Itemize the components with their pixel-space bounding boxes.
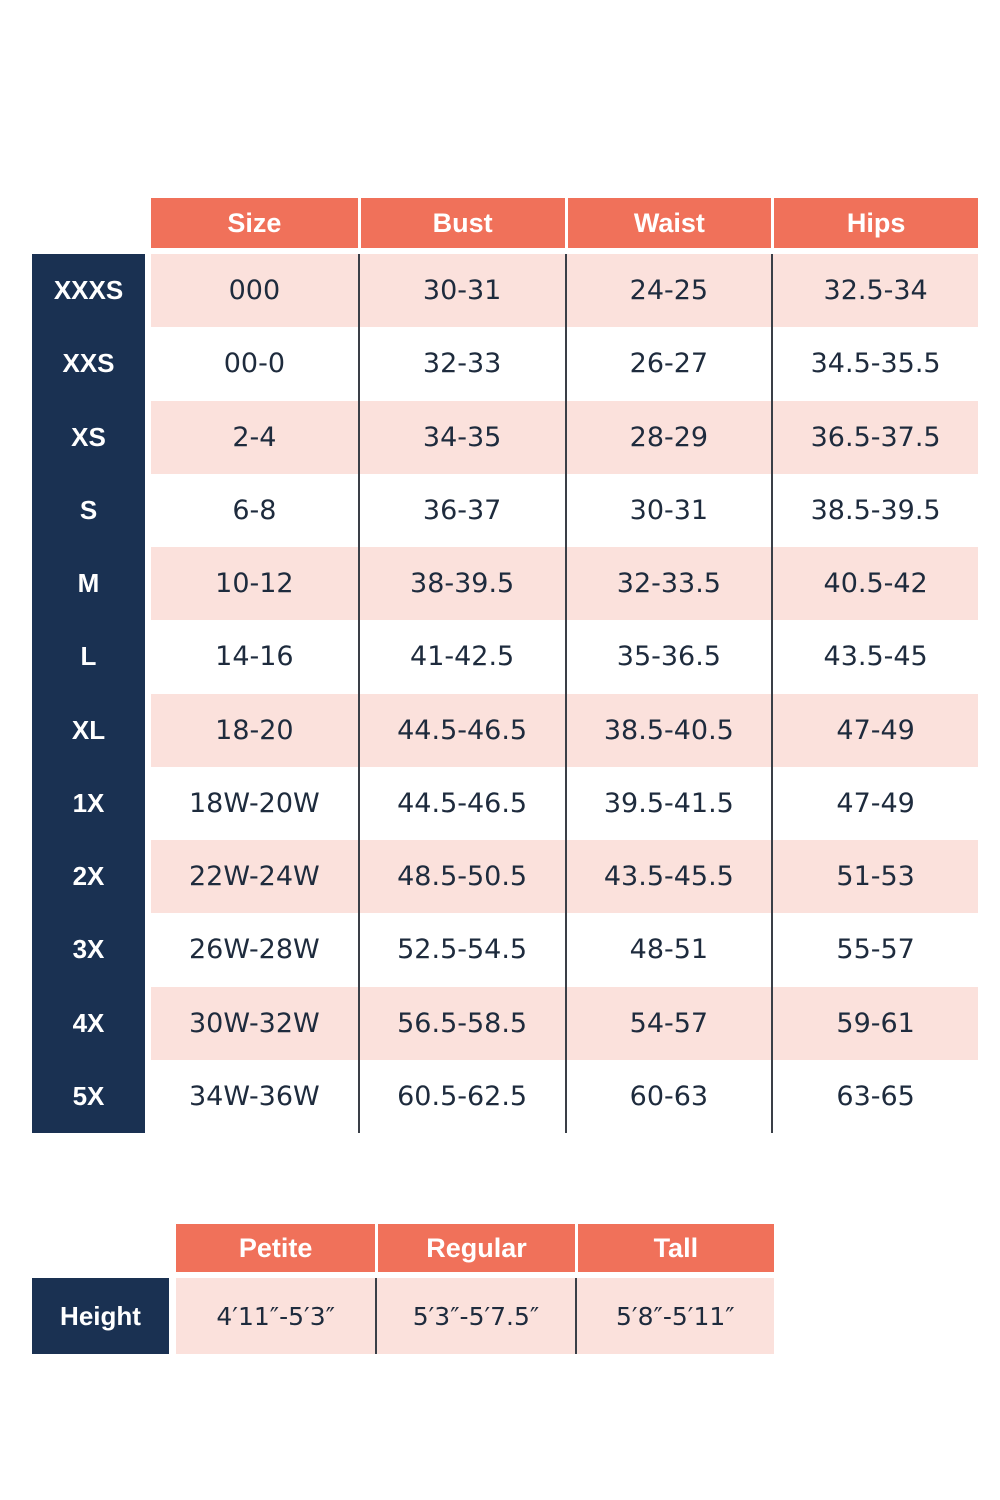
column-header-regular: Regular bbox=[375, 1224, 574, 1272]
column-header-tall: Tall bbox=[575, 1224, 774, 1272]
row-label-xl: XL bbox=[71, 714, 106, 745]
row-label-xxxs: XXXS bbox=[53, 275, 124, 306]
column-header-hips: Hips bbox=[771, 198, 978, 248]
waist-cell: 39.5-41.5 bbox=[565, 767, 772, 840]
bust-cell: 44.5-46.5 bbox=[358, 694, 565, 767]
table-row bbox=[151, 547, 978, 620]
hips-cell: 63-65 bbox=[771, 1060, 978, 1133]
waist-cell: 54-57 bbox=[565, 987, 772, 1060]
row-label-xxs: XXS bbox=[62, 348, 115, 379]
hips-cell: 34.5-35.5 bbox=[771, 327, 978, 400]
regular-height-cell: 5′3″-5′7.5″ bbox=[375, 1278, 574, 1354]
tall-height-cell: 5′8″-5′11″ bbox=[575, 1278, 774, 1354]
size-cell: 000 bbox=[228, 275, 281, 307]
bust-cell: 36-37 bbox=[358, 474, 565, 547]
bust-cell: 44.5-46.5 bbox=[358, 767, 565, 840]
size-cell: 10-12 bbox=[215, 568, 294, 600]
size-cell: 14-16 bbox=[215, 641, 294, 673]
table-row bbox=[151, 1060, 978, 1133]
bust-cell: 41-42.5 bbox=[358, 620, 565, 693]
size-cell: 26W-28W bbox=[188, 934, 320, 966]
bust-cell: 52.5-54.5 bbox=[358, 913, 565, 986]
row-label-xs: XS bbox=[71, 421, 106, 452]
waist-cell: 32-33.5 bbox=[565, 547, 772, 620]
table-row bbox=[151, 913, 978, 986]
row-label-height: Height bbox=[32, 1278, 169, 1354]
waist-cell: 35-36.5 bbox=[565, 620, 772, 693]
table-row bbox=[151, 254, 978, 327]
size-cell: 6-8 bbox=[232, 494, 277, 526]
waist-cell: 24-25 bbox=[565, 254, 772, 327]
row-label-1x: 1X bbox=[72, 787, 105, 818]
hips-cell: 32.5-34 bbox=[771, 254, 978, 327]
row-label-m: M bbox=[77, 568, 100, 599]
row-label-l: L bbox=[80, 641, 97, 672]
hips-cell: 59-61 bbox=[771, 987, 978, 1060]
column-header-petite: Petite bbox=[176, 1224, 375, 1272]
bust-cell: 38-39.5 bbox=[358, 547, 565, 620]
size-cell: 18-20 bbox=[215, 714, 294, 746]
size-cell: 30W-32W bbox=[188, 1007, 320, 1039]
row-label-4x: 4X bbox=[72, 1007, 105, 1038]
size-cell: 34W-36W bbox=[188, 1080, 320, 1112]
size-cell: 18W-20W bbox=[188, 787, 320, 819]
hips-cell: 43.5-45 bbox=[771, 620, 978, 693]
hips-cell: 55-57 bbox=[771, 913, 978, 986]
table-row bbox=[151, 327, 978, 400]
size-table-header bbox=[151, 198, 978, 248]
table-row bbox=[151, 474, 978, 547]
bust-cell: 56.5-58.5 bbox=[358, 987, 565, 1060]
hips-cell: 38.5-39.5 bbox=[771, 474, 978, 547]
size-cell: 2-4 bbox=[232, 421, 277, 453]
height-table-header bbox=[176, 1224, 774, 1272]
hips-cell: 40.5-42 bbox=[771, 547, 978, 620]
column-header-bust: Bust bbox=[358, 198, 565, 248]
row-label-5x: 5X bbox=[72, 1080, 105, 1111]
row-label-3x: 3X bbox=[72, 934, 105, 965]
hips-cell: 51-53 bbox=[771, 840, 978, 913]
hips-cell: 47-49 bbox=[771, 767, 978, 840]
bust-cell: 48.5-50.5 bbox=[358, 840, 565, 913]
height-row bbox=[176, 1278, 774, 1354]
waist-cell: 26-27 bbox=[565, 327, 772, 400]
size-row-labels bbox=[32, 254, 145, 1133]
waist-cell: 28-29 bbox=[565, 401, 772, 474]
column-header-size: Size bbox=[151, 198, 358, 248]
waist-cell: 43.5-45.5 bbox=[565, 840, 772, 913]
bust-cell: 30-31 bbox=[358, 254, 565, 327]
table-row bbox=[151, 694, 978, 767]
row-label-s: S bbox=[79, 494, 98, 525]
hips-cell: 47-49 bbox=[771, 694, 978, 767]
size-cell: 22W-24W bbox=[188, 861, 320, 893]
petite-height-cell: 4′11″-5′3″ bbox=[216, 1301, 335, 1331]
bust-cell: 32-33 bbox=[358, 327, 565, 400]
row-label-2x: 2X bbox=[72, 861, 105, 892]
table-row bbox=[151, 840, 978, 913]
size-cell: 00-0 bbox=[223, 348, 286, 380]
table-row bbox=[151, 401, 978, 474]
table-row bbox=[151, 767, 978, 840]
waist-cell: 38.5-40.5 bbox=[565, 694, 772, 767]
hips-cell: 36.5-37.5 bbox=[771, 401, 978, 474]
table-row bbox=[151, 620, 978, 693]
waist-cell: 60-63 bbox=[565, 1060, 772, 1133]
size-table-body bbox=[151, 254, 978, 1133]
column-header-waist: Waist bbox=[565, 198, 772, 248]
waist-cell: 48-51 bbox=[565, 913, 772, 986]
bust-cell: 34-35 bbox=[358, 401, 565, 474]
waist-cell: 30-31 bbox=[565, 474, 772, 547]
bust-cell: 60.5-62.5 bbox=[358, 1060, 565, 1133]
table-row bbox=[151, 987, 978, 1060]
